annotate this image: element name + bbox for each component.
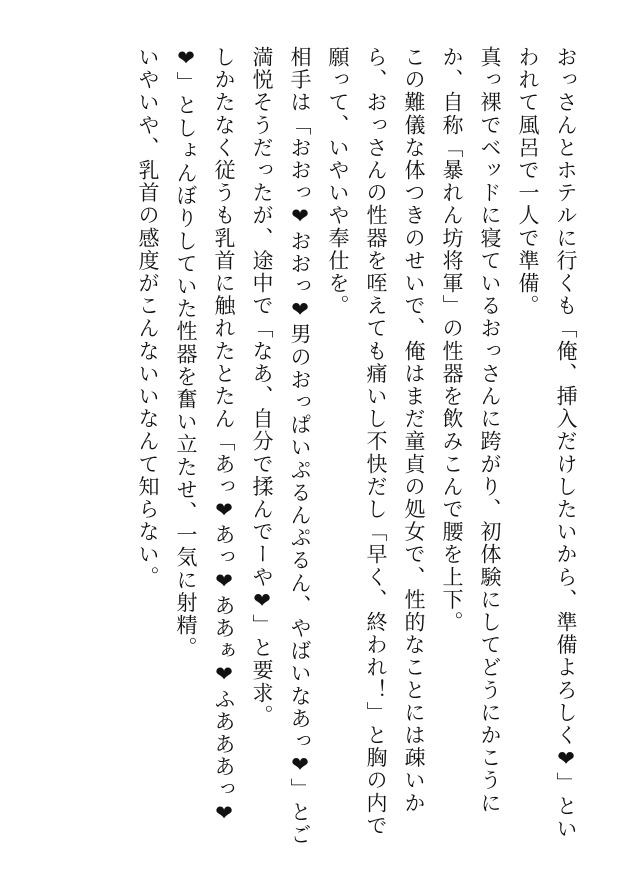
paragraph: いやいや、乳首の感度がこんないいなんて知らない。: [136, 46, 160, 589]
paragraph: しかたなく従うも乳首に触れたとたん「あっ❤あっ❤ああぁ❤ふあああっ❤❤」としょんぼりしていた性器を奮い立たせ、一気に射精。: [174, 46, 236, 827]
paragraph: おっさんとホテルに行くも「俺、挿入だけしたいから、準備よろしく❤」といわれて風呂で一人で準備。: [516, 46, 578, 840]
paragraph: 相手は「おおっ❤おおっ❤男のおっぱいぷるんぷるん、やばいなあっ❤」とご満悦そうだったが、途中で「なあ、自分で揉んでーや❤」と要求。: [250, 46, 312, 846]
vertical-text-body: [45, 46, 585, 846]
paragraph: この難儀な体つきのせいで、俺はまだ童貞の処女で、性的なことには疎いから、おっさんの性器を咥えても痛いし不快だし「早く、終われ！」と胸の内で願って、いやいや奉仕を。: [326, 46, 426, 837]
paragraph: 真っ裸でベッドに寝ているおっさんに跨がり、初体験にしてどうにかこうにか、自称「暴れん坊将軍」の性器を飲みこんで腰を上下。: [440, 46, 502, 815]
